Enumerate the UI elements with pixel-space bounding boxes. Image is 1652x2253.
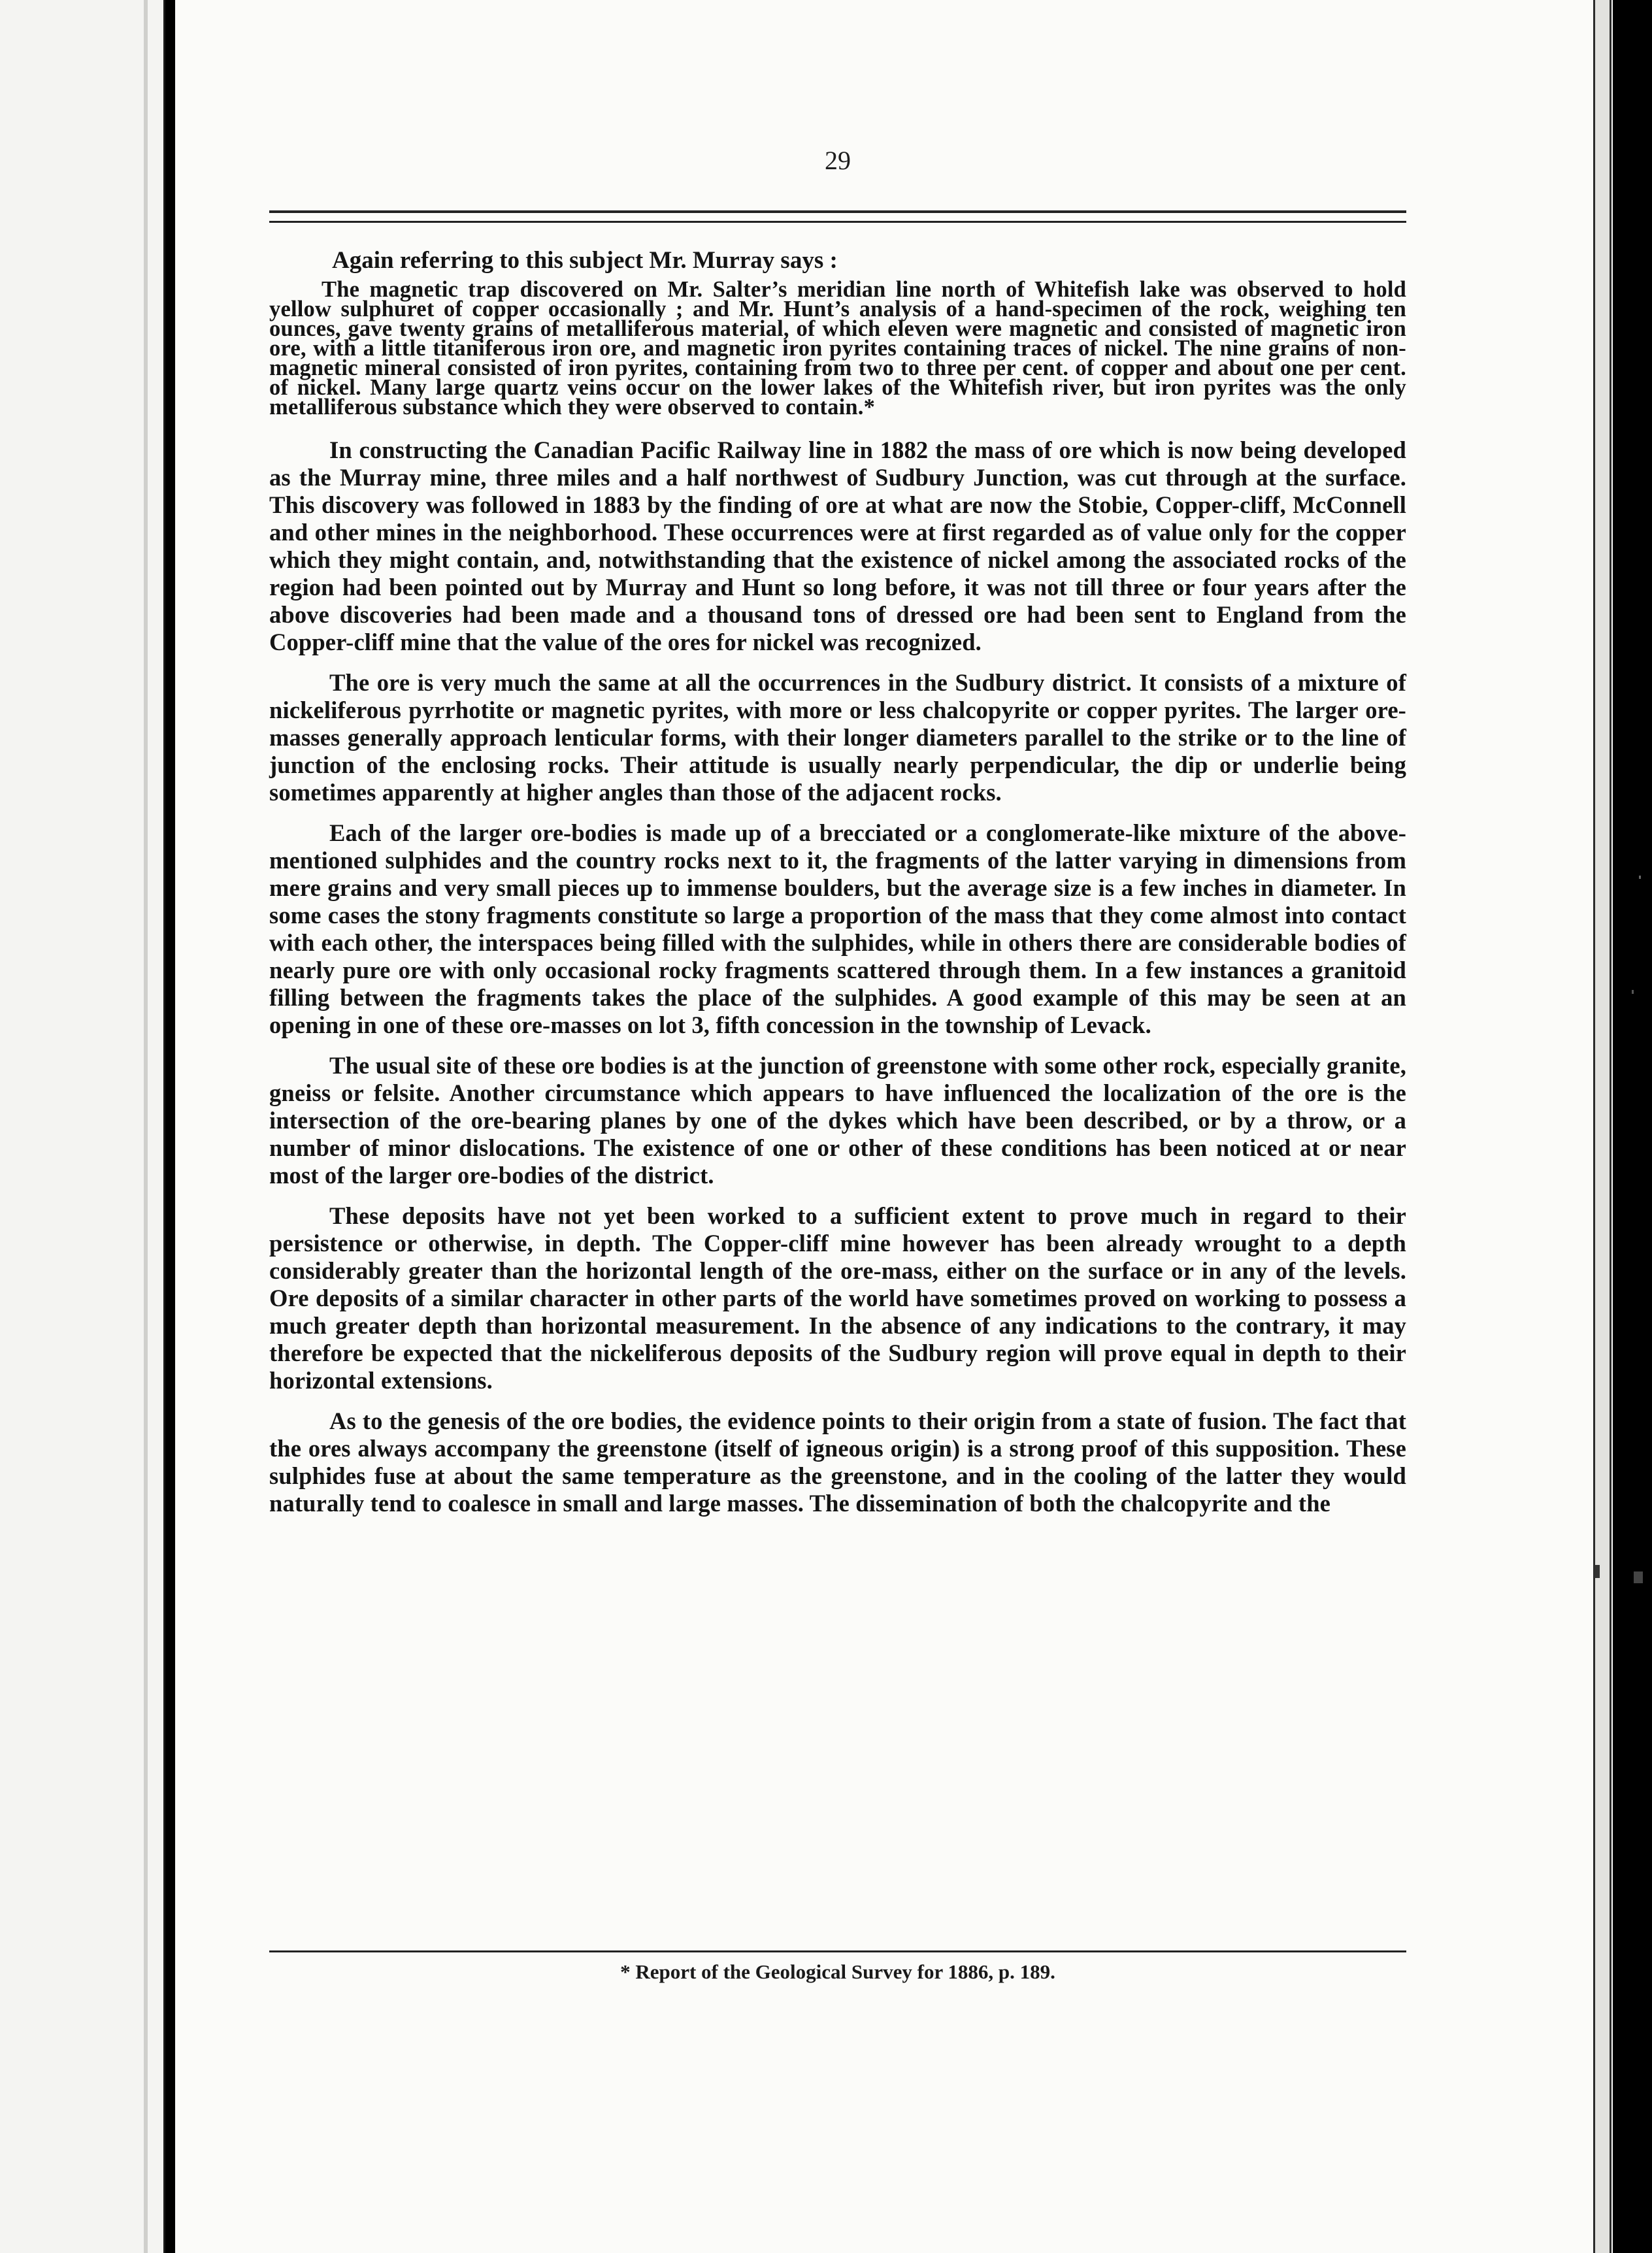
left-page-shadow (144, 0, 148, 2253)
right-page-edge (1593, 0, 1611, 2253)
page-number: 29 (825, 146, 851, 175)
paragraph: In constructing the Canadian Pacific Railway line in 1882 the mass of ore which is now being developed as the Murray mine, three miles and a half northwest of Sudbury Junction, was cut through at the surface. This discovery was followed in 1883 by the finding of ore at what are now the Stobie, Copper-cliff, McConnell and other mines in the neighborhood. These occurrences were at first regarded as of value only for the copper which they might contain, and, notwithstanding that the existence of nickel among the associated rocks of the region had been pointed out by Murray and Hunt so long before, it was not till three or four years after the above discoveries had been made and a thousand tons of dressed ore had been sent to England from the Copper-cliff mine that the value of the ores for nickel was recognized. (269, 436, 1406, 655)
header-rule (269, 210, 1406, 223)
intro-line: Again referring to this subject Mr. Murray says : (332, 247, 838, 274)
footnote: * Report of the Geological Survey for 1886, p. 189. (620, 1960, 1055, 1983)
paragraph: The usual site of these ore bodies is at the junction of greenstone with some other rock, especially granite, gneiss or felsite. Another circumstance which appears to have influenced the localization of the ore is the intersection of the ore-bearing planes by one of the dykes which have been described, or by a throw, or a number of minor dislocations. The existence of one or other of these conditions has been noticed at or near most of the larger ore-bodies of the district. (269, 1052, 1406, 1189)
footnote-rule (269, 1950, 1406, 1952)
paragraph: These deposits have not yet been worked to a sufficient extent to prove much in regard to their persistence or otherwise, in depth. The Copper-cliff mine however has been already wrought to a depth considerably greater than the horizontal length of the ore-mass, either on the surface or in any of the levels. Ore deposits of a similar character in other parts of the world have sometimes proved on working to possess a much greater depth than horizontal measurement. In the absence of any indications to the contrary, it may therefore be expected that the nickeliferous deposits of the Sudbury region will prove equal in depth to their horizontal extensions. (269, 1202, 1406, 1394)
text-block (269, 247, 1406, 1530)
quoted-passage: The magnetic trap discovered on Mr. Salter’s meridian line north of Whitefish lake was observed to hold yellow sulphuret of copper occasionally ; and Mr. Hunt’s analysis of a hand-specimen of the rock, weighing ten ounces, gave twenty grains of metalliferous material, of which eleven were magnetic and consisted of magnetic iron ore, with a little titaniferous iron ore, and magnetic iron pyrites containing traces of nickel. The nine grains of non-magnetic mineral consisted of iron pyrites, containing from two to three per cent. of copper and about one per cent. of nickel. Many large quartz veins occur on the lower lakes of the Whitefish river, but iron pyrites was the only metalliferous substance which they were observed to contain.* (269, 277, 1406, 419)
paragraph: Each of the larger ore-bodies is made up of a brecciated or a conglomerate-like mixture of the above-mentioned sulphides and the country rocks next to it, the fragments of the latter varying in dimensions from mere grains and very small pieces up to immense boulders, but the average size is a few inches in diameter. In some cases the stony fragments constitute so large a proportion of the mass that they come almost into contact with each other, the interspaces being filled with the sulphides, while in others there are considerable bodies of nearly pure ore with only occasional rocky fragments scattered through them. In a few instances a granitoid filling between the fragments takes the place of the sulphides. A good example of this may be seen at an opening in one of these ore-masses on lot 3, fifth concession in the township of Levack. (269, 819, 1406, 1038)
paragraph: As to the genesis of the ore bodies, the evidence points to their origin from a state of fusion. The fact that the ores always accompany the greenstone (itself of igneous origin) is a strong proof of this supposition. These sulphides fuse at about the same temperature as the greenstone, and in the cooling of the latter they would naturally tend to coalesce in small and large masses. The dissemination of both the chalcopyrite and the (269, 1407, 1406, 1517)
paragraph: The ore is very much the same at all the occurrences in the Sudbury district. It consists of a mixture of nickeliferous pyrrhotite or magnetic pyrites, with more or less chalcopyrite or copper pyrites. The larger ore-masses generally approach lenticular forms, with their longer diameters parallel to the strike or to the line of junction of the enclosing rocks. Their attitude is usually nearly perpendicular, the dip or underlie being sometimes apparently at higher angles than those of the adjacent rocks. (269, 669, 1406, 806)
left-page-edge (0, 0, 165, 2253)
